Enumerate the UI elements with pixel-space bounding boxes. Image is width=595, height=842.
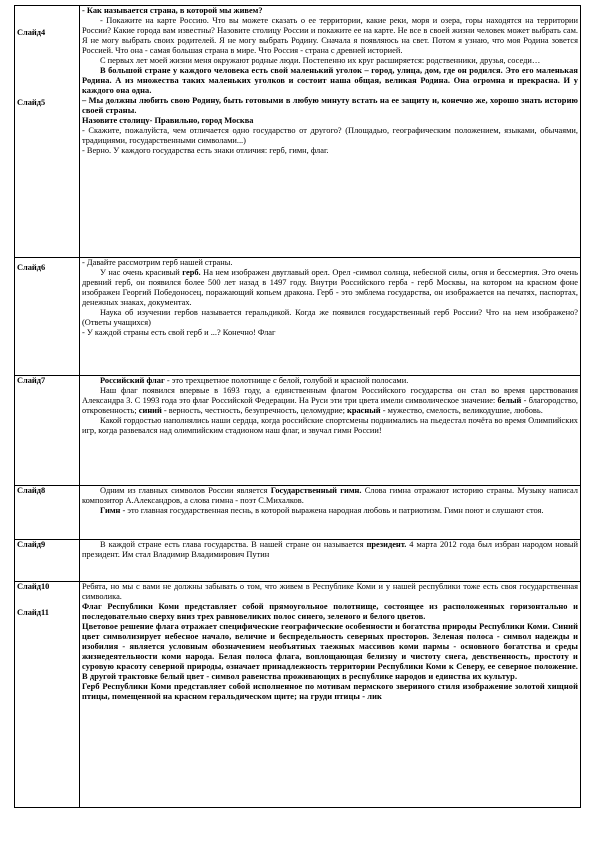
paragraph: У нас очень красивый герб. На нем изображен двуглавый орел. Орел -символ солнца, небесной силы, огня и бессмертия. Это очень древний герб, он появился более 500 лет назад в 1497 году. Внутри Российского герба - герб Москвы, на котором на красном фоне изображен Георгий Победоносец, поражающий копьем дракона. Герб - это эмблема государства, он изображается на печатях, паспортах, денежных знаках, документах.: [82, 268, 578, 307]
slide-label: Слайд9: [17, 540, 46, 549]
slide-label: Слайд10: [17, 582, 50, 591]
paragraph: Назовите столицу- Правильно, город Москва: [82, 116, 254, 125]
slide-text-cell: [80, 486, 581, 540]
paragraph: Наука об изучении гербов называется геральдикой. Когда же появился государственный герб России? Что на нем изображено? (Ответы учащихся): [82, 308, 578, 327]
table-row: [15, 258, 581, 376]
slide-text-cell: [80, 376, 581, 486]
paragraph: Российский флаг - это трехцветное полотнище с белой, голубой и красной полосами.: [100, 376, 409, 385]
slide-label-cell: [15, 6, 80, 258]
slide-label: Слайд7: [17, 376, 46, 385]
slide-label-cell: [15, 258, 80, 376]
paragraph: - У каждой страны есть свой герб и ...? Конечно! Флаг: [82, 328, 276, 337]
table-row: [15, 6, 581, 258]
paragraph: Герб Республики Коми представляет собой исполненное по мотивам пермского звериного стиля изображение золотой хищной птицы, помещенной на красном геральдическом щите; на груди птицы - лик: [82, 682, 578, 701]
table-row: [15, 486, 581, 540]
slide-label: Слайд4: [17, 28, 46, 37]
table-row: [15, 376, 581, 486]
slide-text-cell: [80, 582, 581, 808]
paragraph: Цветовое решение флага отражает специфические географические особенности и богатства природы Республики Коми. Синий цвет символизирует небесное начало, величие и беспредельность северных просторов. Зеленая полоса - символ надежды и изобилия - является условным обозначением необъятных таежных массивов коми пармы - основного богатства и среды жизнедеятельности коми народа. Белая полоса флага, воплощающая белизну и чистоту снега, девственность, простоту и суровую красоту северной природы, означает принадлежность территории Республики Коми к Северу, ее северное положение. В другой трактовке белый цвет - символ равенства проживающих в республике народов и единства их культур.: [82, 622, 578, 681]
slide-label-cell: [15, 486, 80, 540]
slide-text-cell: [80, 258, 581, 376]
slide-label: Слайд6: [17, 263, 46, 272]
paragraph: - Покажите на карте Россию. Что вы можете сказать о ее территории, какие реки, моря и озера, горы находятся на территории России? Какие города вам известны? Назовите столицу России и покажите ее на карте. Не все в своей жизни человек может выбрать сам. Я не могу выбрать своих родителей. Я не могу выбрать Родину. Сначала я появляюсь на свет. Потом я узнаю, что моя Родина зовется Россией. Что она - самая большая страна в мире. Что Россия - страна с древней историей.: [82, 16, 578, 55]
paragraph: Флаг Республики Коми представляет собой прямоугольное полотнище, состоящее из расположенных горизонтально и последовательно сверху вниз трех равновеликих полос синего, зеленого и белого цветов.: [82, 602, 578, 621]
slide-label-cell: [15, 582, 80, 808]
slide-label: Слайд8: [17, 486, 46, 495]
table-row: [15, 582, 581, 808]
slide-text-cell: [80, 6, 581, 258]
slide-label-cell: [15, 376, 80, 486]
paragraph: - Давайте рассмотрим герб нашей страны.: [82, 258, 233, 267]
paragraph: Наш флаг появился впервые в 1693 году, а единственным флагом Российского государства он стал во время царствования Александра 3. С 1993 года это флаг Российской Федерации. На Руси эти три цвета имели символическое значение: белый - благородство, откровенность; синий - верность, честность, безупречность, целомудрие; красный - мужество, смелость, великодушие, любовь.: [82, 386, 579, 415]
lesson-table: [14, 5, 581, 808]
paragraph: В каждой стране есть глава государства. В нашей стране он называется президент. 4 марта 2012 года был избран народом новый президент. Им стал Владимир Владимирович Путин: [82, 540, 579, 559]
paragraph: Гимн - это главная государственная песнь, в которой выражена народная любовь и патриотизм. Гимн поют и слушают стоя.: [100, 506, 544, 515]
paragraph: Ребята, но мы с вами не должны забывать о том, что живем в Республике Коми и у нашей республики тоже есть своя государственная символика.: [82, 582, 578, 601]
paragraph: В большой стране у каждого человека есть свой маленький уголок – город, улица, дом, где он родился. Это его маленькая Родина. А из множества таких маленьких уголков и состоит наша общая, великая Родина. Она огромна и прекрасна. И у каждого она одна.: [82, 66, 578, 95]
paragraph: - Верно. У каждого государства есть знаки отличия: герб, гимн, флаг.: [82, 146, 329, 155]
table-row: [15, 540, 581, 582]
question: - Как называется страна, в которой мы живем?: [82, 6, 263, 15]
slide-label: Слайд5: [17, 98, 46, 107]
slide-text-cell: [80, 540, 581, 582]
paragraph: С первых лет моей жизни меня окружают родные люди. Постепенно их круг расширяется: родственники, друзья, соседи…: [100, 56, 541, 65]
paragraph: – Мы должны любить свою Родину, быть готовыми в любую минуту встать на ее защиту и, конечно же, хорошо знать историю своей страны.: [82, 96, 578, 115]
slide-label-cell: [15, 540, 80, 582]
paragraph: - Скажите, пожалуйста, чем отличается одно государство от другого? (Площадью, географическим положением, языками, обычаями, традициями, государственными символами...): [82, 126, 578, 145]
slide-label: Слайд11: [17, 608, 49, 617]
paragraph: Одним из главных символов России является Государственный гимн. Слова гимна отражают историю страны. Музыку написал композитор А.Александров, а слова гимна - поэт С.Михалков.: [82, 486, 578, 505]
paragraph: Какой гордостью наполнялись наши сердца, когда российские спортсмены поднимались на пьедестал почёта во время Олимпийских игр, когда развевался над олимпийским стадионом наш флаг, и звучал гимн России!: [82, 416, 578, 435]
